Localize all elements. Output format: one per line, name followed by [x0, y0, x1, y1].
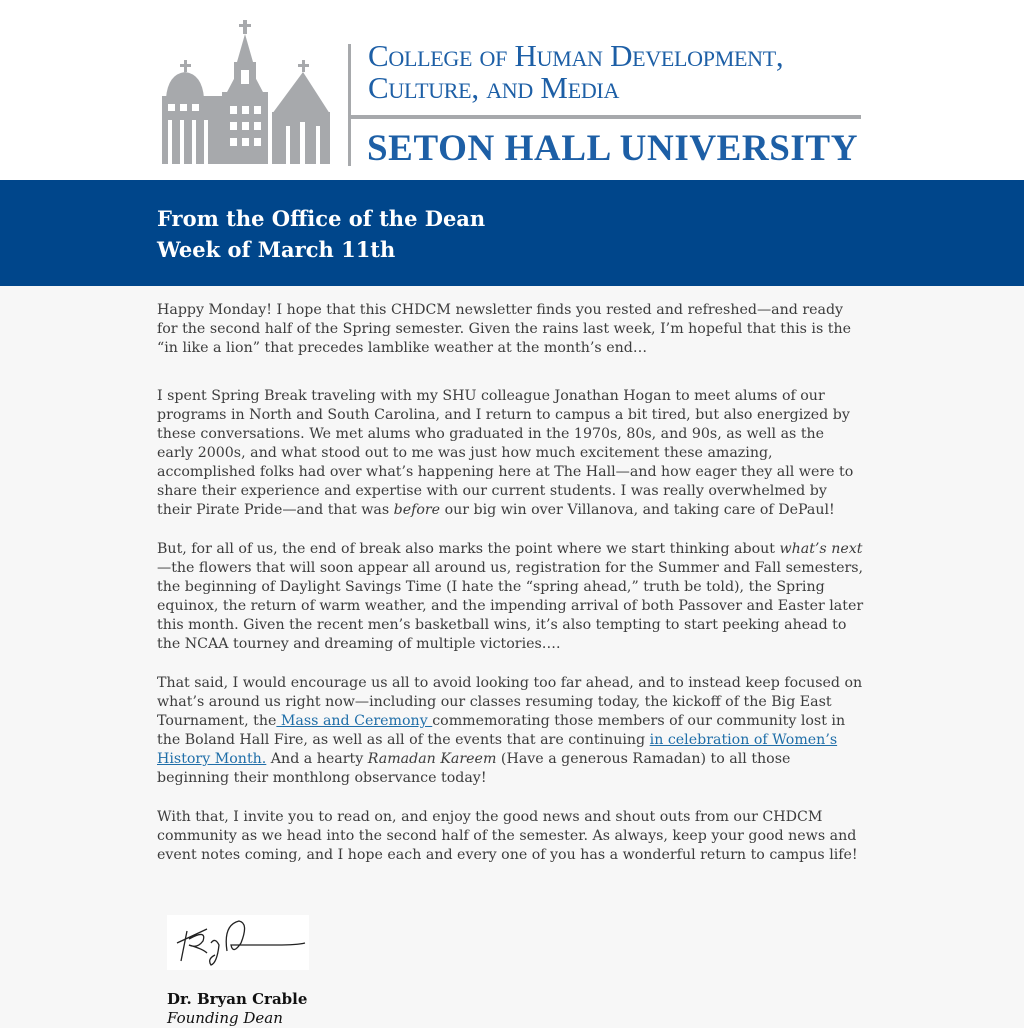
text: our big win over Villanova, and taking care of DePaul! [440, 502, 835, 518]
college-name-line2: Culture, and Media [368, 70, 620, 105]
banner-week: Week of March 11th [157, 237, 396, 262]
signature-image [167, 915, 309, 970]
header [0, 0, 1024, 180]
mass-and-ceremony-link[interactable]: Mass and Ceremony [276, 713, 433, 729]
signatory-name: Dr. Bryan Crable [167, 990, 308, 1008]
womens-history-month-link[interactable]: in celebration of Women’s History Month. [157, 732, 838, 767]
logo-divider-horizontal [348, 115, 861, 119]
letter-body [0, 286, 1024, 1028]
text: That said, I would encourage us all to avoid looking too far ahead, and to instead keep focused on what’s around us right now—including our classes resuming today, the kickoff of the Big East Tournament, the [157, 675, 863, 729]
banner-title: From the Office of the Dean [157, 206, 486, 231]
emphasis: Ramadan Kareem [367, 751, 497, 767]
emphasis: what’s next [779, 541, 863, 557]
logo-divider-vertical [348, 44, 351, 166]
college-name-line1: College of Human Development, [368, 38, 784, 73]
text: I spent Spring Break traveling with my SHU colleague Jonathan Hogan to meet alums of our programs in North and South Carolina, and I return to campus a bit tired, but also energized by these conversations. We met alums who graduated in the 1970s, 80s, and 90s, as well as the early 2000s, and what stood out to me was just how much excitement these amazing, accomplished folks had over what’s happening here at The Hall—and how eager they all were to share their experience and expertise with our current students. I was really overwhelmed by their Pirate Pride—and that was [157, 388, 854, 518]
text: commemorating those members of our community lost in the Boland Hall Fire, as well as all of the events that are continuing [157, 713, 846, 748]
text: But, for all of us, the end of break also marks the point where we start thinking about [157, 541, 780, 557]
church-building-icon [160, 18, 330, 166]
paragraph-spring-break [157, 387, 864, 520]
paragraph-closing: With that, I invite you to read on, and enjoy the good news and shout outs from our CHDCM community as we head into the second half of the semester. As always, keep your good news and event notes coming, and I hope each and every one of you has a wonderful return to campus life! [157, 809, 858, 863]
paragraph-focus [157, 674, 864, 788]
university-name: SETON HALL UNIVERSITY [367, 128, 859, 169]
text: (Have a generous Ramadan) to all those beginning their monthlong observance today! [157, 751, 791, 786]
paragraph-greeting: Happy Monday! I hope that this CHDCM newsletter finds you rested and refreshed—and ready for the second half of the Spring semester. Given the rains last week, I’m hopeful that this is the “in like a lion” that precedes lamblike weather at the month’s end… [157, 302, 851, 356]
paragraph-whats-next [157, 540, 864, 654]
text: And a hearty [266, 751, 368, 767]
signature-icon [167, 915, 309, 970]
emphasis: before [393, 502, 441, 518]
college-logo [160, 18, 865, 168]
signatory-title: Founding Dean [167, 1009, 283, 1027]
college-name [368, 40, 783, 104]
text: —the flowers that will soon appear all around us, registration for the Summer and Fall semesters, the beginning of Daylight Savings Time (I hate the “spring ahead,” truth be told), the Spring equinox, the return of warm weather, and the impending arrival of both Passover and Easter later this month. Given the recent men’s basketball wins, it’s also tempting to start peeking ahead to the NCAA tourney and dreaming of multiple victories…. [157, 560, 864, 652]
title-banner [0, 180, 1024, 286]
